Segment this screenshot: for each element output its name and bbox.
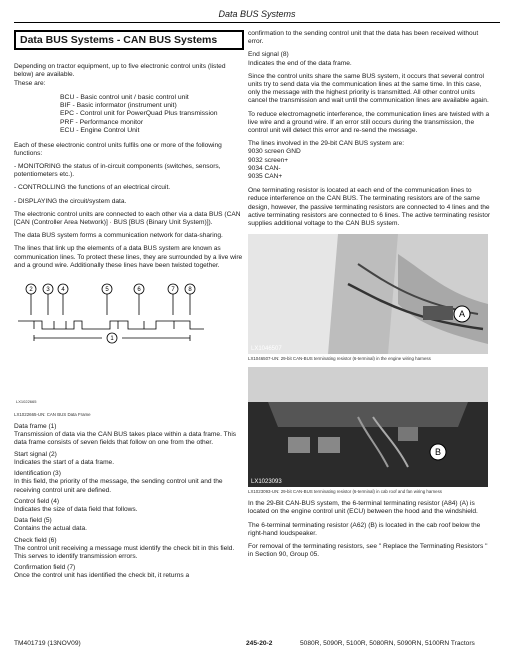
section-title: Data BUS Systems - CAN BUS Systems — [14, 30, 244, 50]
continuation-text: confirmation to the sending control unit that the data has been received without error. — [248, 30, 479, 46]
connected-text: The electronic control units are connected to each other via a data BUS (CAN [CAN (Controller Area Network)] · BUS [BUS (Binary Unit System)]). — [14, 210, 241, 227]
bus-lines-list — [248, 140, 493, 181]
diagram-label-3: 3 — [46, 287, 50, 294]
functions-intro: Each of these electronic control units fulfils one or more of the following functions: — [14, 141, 222, 157]
field-heading: Control field (4) — [14, 497, 60, 505]
footer-page-number: 245-20-2 — [246, 640, 273, 647]
diagram-label-6: 6 — [137, 287, 141, 294]
field-heading: Confirmation field (7) — [14, 564, 76, 572]
diagram-label-5: 5 — [105, 287, 109, 294]
bus-line-item: 9034 CAN- — [248, 164, 281, 172]
cab-roof-text: The 6-terminal terminating resistor (A62) (B) is located in the cab roof below the right-hand loudspeaker. — [248, 521, 481, 537]
end-signal-heading: End signal (8) — [248, 51, 289, 59]
footer-doc-id: TM401719 (13NOV09) — [14, 640, 81, 647]
end-signal-text: Indicates the end of the data frame. — [248, 59, 352, 67]
header-divider — [14, 22, 500, 23]
photo2-caption: LX1023093-UN: 29-bit CAN-BUS terminating resistor (6-terminal) in cab roof and fan wiring harness — [248, 489, 443, 495]
fields-list — [14, 423, 244, 580]
page-header-title: Data BUS Systems — [218, 9, 296, 19]
ecu-list — [60, 94, 244, 136]
photo1-tag: LX1046507 — [251, 346, 282, 353]
field-heading: Data field (5) — [14, 517, 52, 525]
can-data-frame-diagram — [14, 275, 244, 410]
diagram-caption: LX1022665-UN: CAN BUS Data Frame — [14, 412, 91, 418]
diagram-label-2: 2 — [29, 287, 33, 294]
ecu-item: BCU - Basic control unit / basic control unit — [60, 93, 189, 101]
engine-harness-illustration — [248, 234, 488, 354]
intro-text: Depending on tractor equipment, up to five electronic control units (listed below) are available. — [14, 63, 226, 79]
engine-harness-photo — [248, 234, 488, 354]
footer-model-list: 5080R, 5090R, 5100R, 5080RN, 5090RN, 5100RN Tractors — [300, 640, 475, 647]
bus-line-item: 9030 screen GND — [248, 148, 301, 156]
these-are-text: These are: — [14, 80, 46, 88]
field-text: Indicates the size of data field that follows. — [14, 505, 138, 513]
field-text: Indicates the start of a data frame. — [14, 458, 115, 466]
diagram-label-1: 1 — [110, 336, 114, 343]
field-text: In this field, the priority of the message, the sending control unit and the receiving control unit are defined. — [14, 478, 223, 494]
function-item: - MONITORING the status of in-circuit components (switches, sensors, potentiometers etc.). — [14, 163, 221, 179]
photo1-caption: LX1046507-UN: 29-bit CAN-BUS terminating resistor (6-terminal) in the engine wiring harness — [248, 356, 431, 362]
removal-text: For removal of the terminating resistors, see " Replace the Terminating Resistors " in Section 90, Group 05. — [248, 543, 488, 559]
left-column — [14, 30, 244, 584]
cab-roof-illustration — [248, 367, 488, 487]
diagram-label-8: 8 — [188, 287, 192, 294]
field-heading: Data frame (1) — [14, 423, 57, 431]
field-heading: Check field (6) — [14, 536, 57, 544]
callout-b: B — [434, 447, 442, 458]
reduce-interference-text: To reduce electromagnetic interference, the communication lines are twisted with a live wire and a ground wire. If an error still occurs during the transmission, the control unit will detect this error and re-send the message. — [248, 110, 490, 135]
terminating-resistor-text: One terminating resistor is located at each end of the communication lines to reduce interference on the CAN BUS. The terminating resistors are of the same design, however, the passive terminating resistors are connected to 4 lines and the active terminating resistors are connected to 6 lines. The active terminating resistor supplies additional voltage to the CAN BUS system. — [248, 187, 491, 228]
field-text: Transmission of data via the CAN BUS takes place within a data frame. This data frame consists of seven fields that follow on one from the other. — [14, 431, 237, 447]
ecu-item: BIF - Basic informator (instrument unit) — [60, 102, 177, 110]
callout-a: A — [458, 309, 466, 320]
function-item: - CONTROLLING the functions of an electrical circuit. — [14, 184, 171, 192]
photo2-tag: LX1023093 — [251, 479, 282, 486]
field-text: Once the control unit has identified the check bit, it returns a — [14, 572, 190, 580]
diagram-label-4: 4 — [61, 287, 65, 294]
field-heading: Identification (3) — [14, 470, 61, 478]
function-item: - DISPLAYING the circuit/system data. — [14, 197, 127, 205]
bus-line-item: 9032 screen+ — [248, 156, 289, 164]
field-text: Contains the actual data. — [14, 525, 87, 533]
bus-lines-heading: The lines involved in the 29-bit CAN BUS system are: — [248, 140, 405, 148]
lines-text: The lines that link up the elements of a data BUS system are known as communication lines. To protect these lines, they are surrounded by a live wire and a ground wire. Additionally these lines have been twisted together. — [14, 245, 243, 269]
field-heading: Start signal (2) — [14, 450, 57, 458]
right-column — [248, 30, 493, 564]
resistor-location-text: In the 29-Bit CAN-BUS system, the 6-terminal terminating resistor (A84) (A) is located on the engine control unit (ECU) between the hood and the windshield. — [248, 500, 478, 516]
ecu-item: ECU - Engine Control Unit — [60, 127, 140, 135]
same-bus-text: Since the control units share the same BUS system, it occurs that several control units try to send data via the communication lines at the same time. In this case, only the message with the highest priority is transmitted. All other control units cancel the transmission and wait until the communication lines are available again. — [248, 72, 489, 105]
cab-roof-photo — [248, 367, 488, 487]
ecu-item: PRF - Performance monitor — [60, 118, 144, 126]
network-text: The data BUS system forms a communication network for data-sharing. — [14, 232, 223, 240]
field-text: The control unit receiving a message must identify the check bit in this field. This serves to identify transmission errors. — [14, 544, 235, 560]
diagram-tag: LX1022665 — [16, 399, 37, 405]
data-frame-svg — [14, 275, 244, 410]
ecu-item: EPC - Control unit for PowerQuad Plus transmission — [60, 110, 218, 118]
bus-line-item: 9035 CAN+ — [248, 173, 283, 181]
diagram-label-7: 7 — [171, 287, 175, 294]
